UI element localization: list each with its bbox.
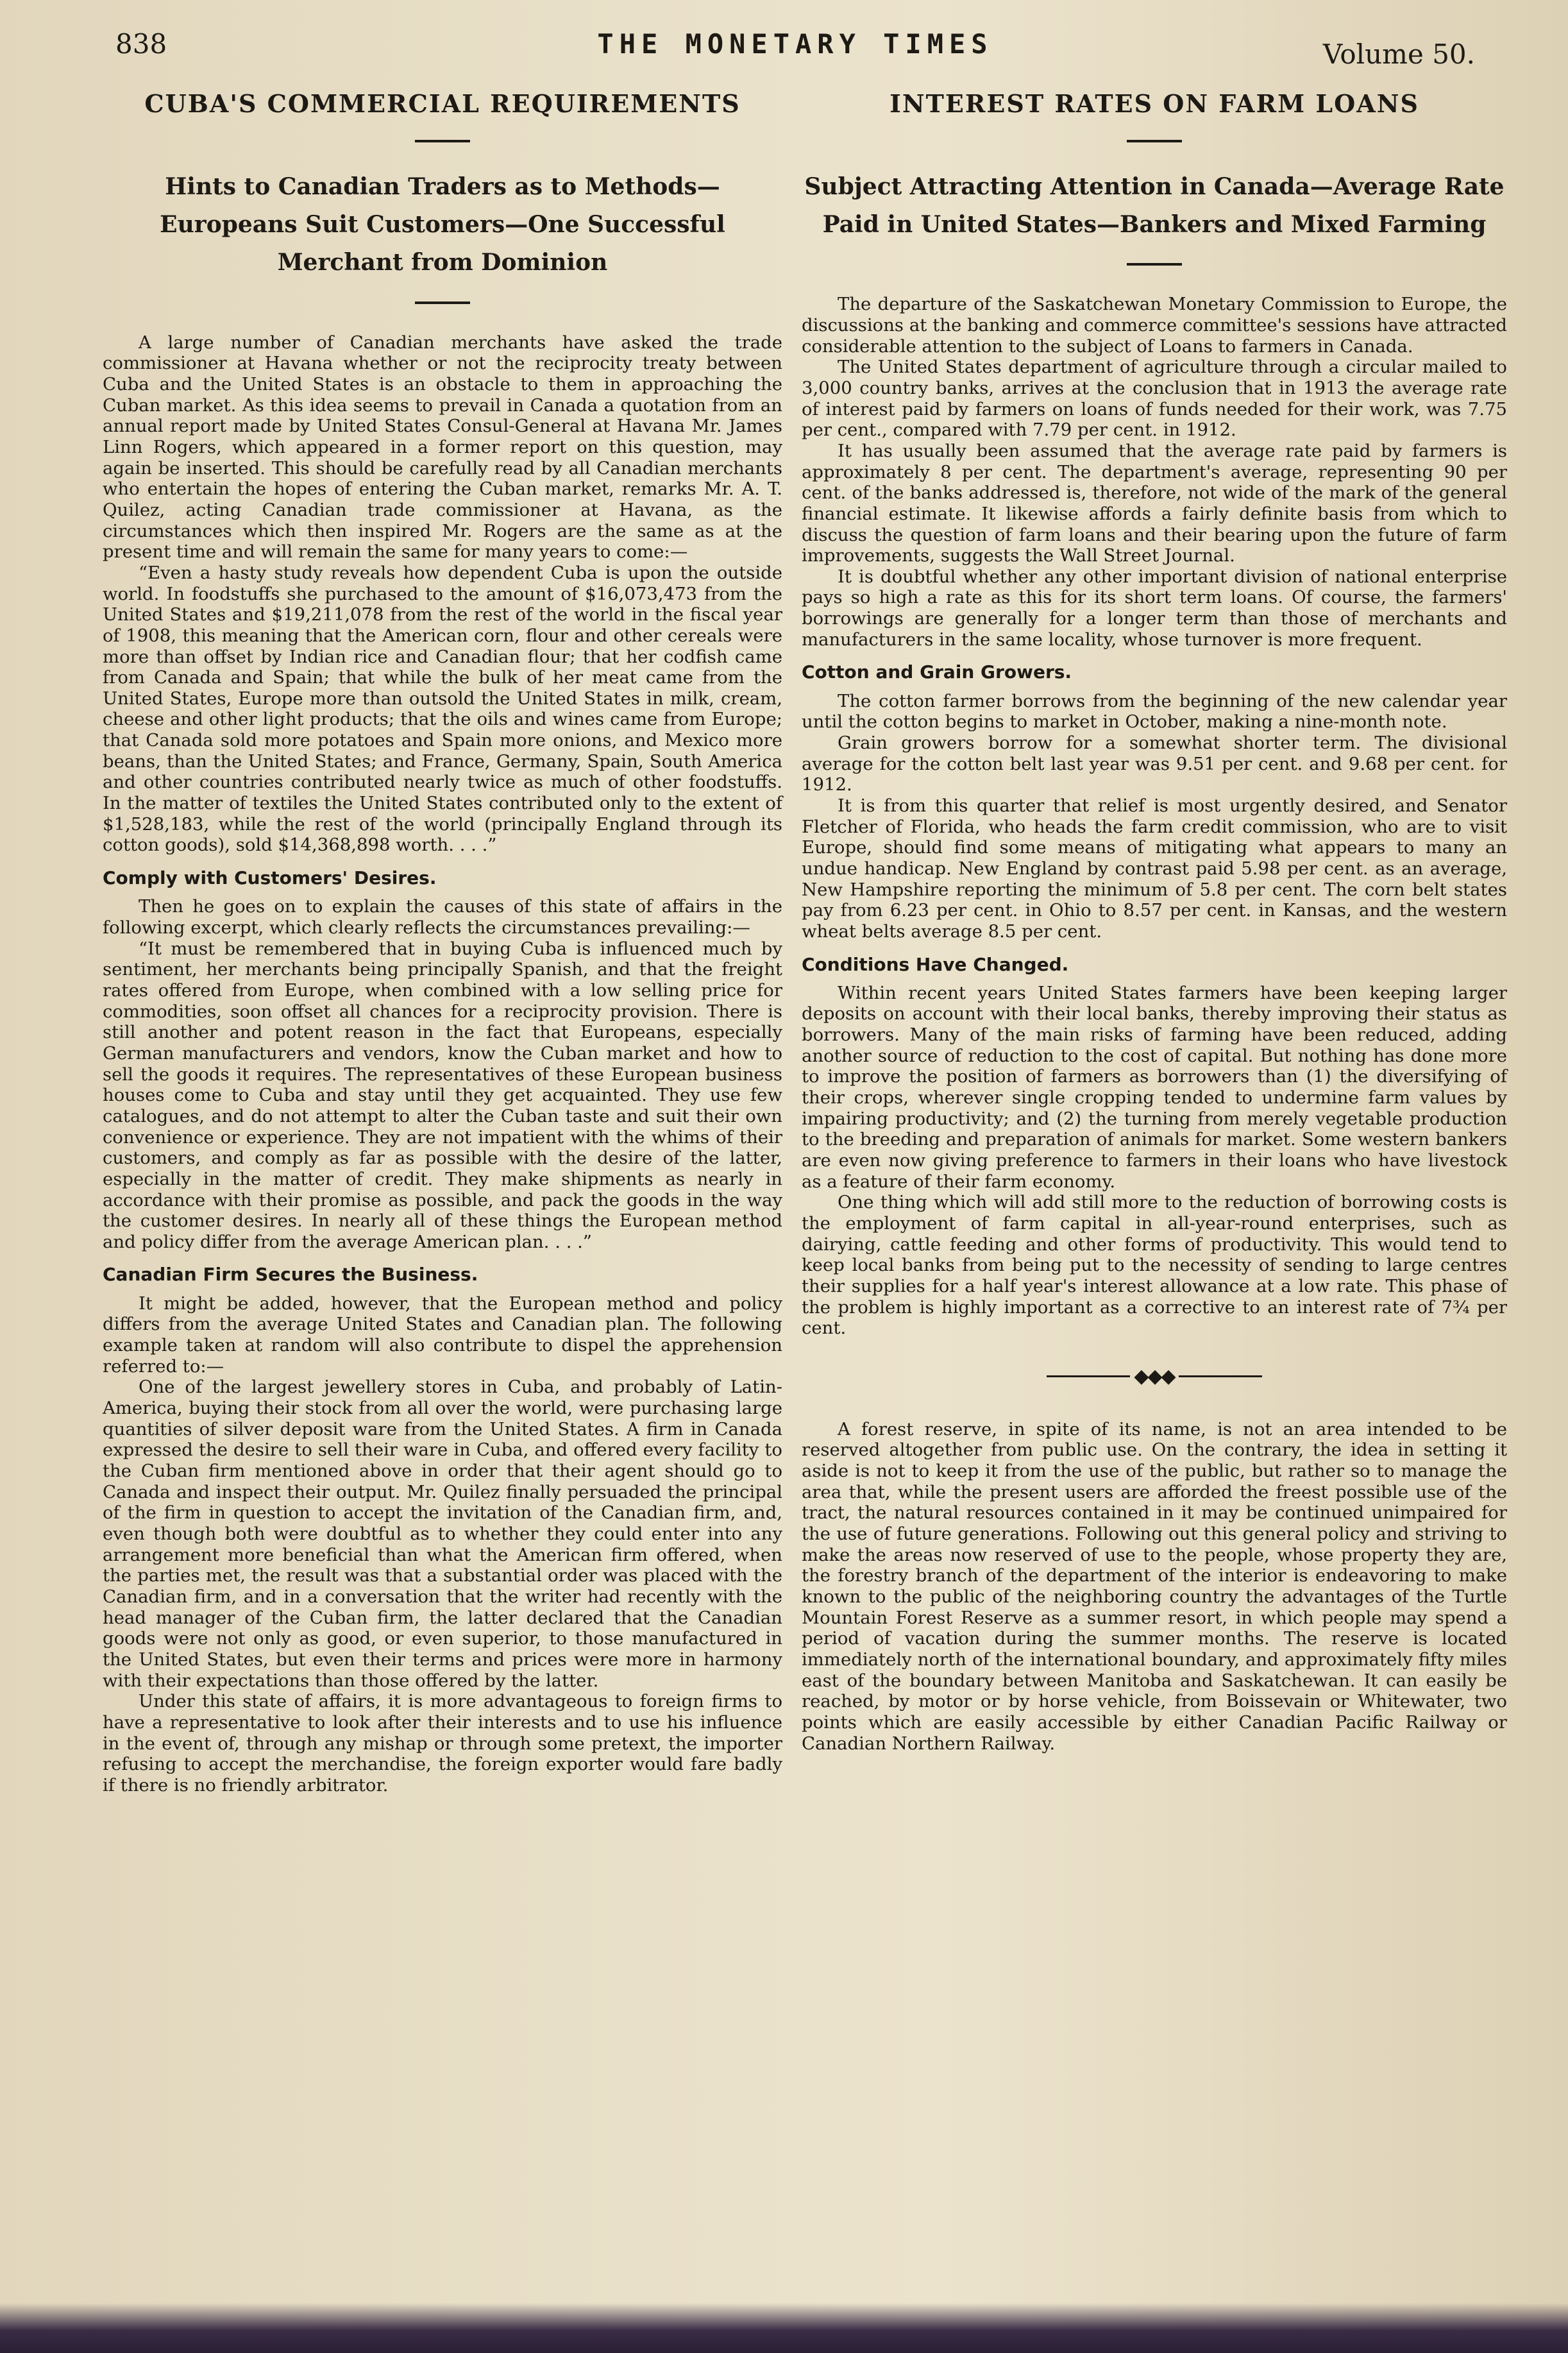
article-deck: Subject Attracting Attention in Canada—Average Rate Paid in United States—Bankers and Mixed Farming bbox=[804, 173, 1505, 238]
scan-edge-shadow bbox=[0, 2303, 1568, 2353]
body-paragraph: Within recent years United States farmers have been keeping larger deposits on account with their local banks, thereby improving their status as borrowers. Many of the main risks of farming have been reduced, adding another source of reduction to the cost of capital. But nothing has done more to improve the position of farmers as borrowers than (1) the diversifying of their crops, wherever single cropping tended to undermine farm values by impairing productivity; and (2) the turning from merely vegetable production to the breeding and preparation of animals for market. Some western bankers are even now giving preference to farmers in their loans who have livestock as a feature of their farm economy. bbox=[802, 982, 1507, 1192]
journal-title: THE MONETARY TIMES bbox=[597, 28, 993, 60]
article-body bbox=[802, 294, 1507, 1754]
body-paragraph: Then he goes on to explain the causes of this state of affairs in the following excerpt, which clearly reflects the circumstances prevailing:— bbox=[103, 896, 782, 938]
body-paragraph: It might be added, however, that the European method and policy differs from the average United States and Canadian plan. The following example taken at random will also contribute to dispel the apprehension referred to:— bbox=[103, 1293, 782, 1377]
section-subhead: Comply with Customers' Desires. bbox=[103, 867, 437, 889]
body-paragraph: It is doubtful whether any other important division of national enterprise pays so high a rate as this for its short term loans. Of course, the farmers' borrowings are generally for a longer term than those of merchants and manufacturers in the same locality, whose turnover is more frequent. bbox=[802, 566, 1507, 650]
body-paragraph: The cotton farmer borrows from the beginning of the new calendar year until the cotton begins to market in October, making a nine-month note. bbox=[802, 690, 1507, 733]
body-paragraph: One of the largest jewellery stores in Cuba, and probably of Latin-America, buying their stock from all over the world, were purchasing large quantities of silver deposit ware from the United States. A firm in Canada expressed the desire to sell their ware in Cuba, and offered every facility to the Cuban firm mentioned above in order that their agent should go to Canada and inspect their output. Mr. Quilez finally persuaded the principal of the firm in question to accept the invitation of the Canadian firm, and, even though both were doubtful as to whether they could enter into any arrangement more beneficial than what the American firm offered, when the parties met, the result was that a substantial order was placed with the Canadian firm, and in a conversation that the writer had recently with the head manager of the Cuban firm, the latter declared that the Canadian goods were not only as good, or even superior, to those manufactured in the United States, but even their terms and prices were more in harmony with their expectations than those offered by the latter. bbox=[103, 1377, 782, 1691]
body-paragraph: “It must be remembered that in buying Cuba is influenced much by sentiment, her merchants being principally Spanish, and that the freight rates offered from Europe, when combined with a low selling price for commodities, soon offset all chances for a reciprocity provision. There is still another and potent reason in the fact that Europeans, especially German manufacturers and vendors, know the Cuban market and how to sell the goods it requires. The representatives of these European business houses come to Cuba and stay until they get acquainted. They use few catalogues, and do not attempt to alter the Cuban taste and suit their own convenience or experience. They are not impatient with the whims of their customers, and comply as far as possible with the desire of the latter, especially in the matter of credit. They make shipments as nearly in accordance with their promise as possible, and pack the goods in the way the customer desires. In nearly all of these things the European method and policy differ from the average American plan. . . .” bbox=[103, 938, 782, 1252]
running-head bbox=[115, 28, 1475, 73]
body-paragraph: A forest reserve, in spite of its name, is not an area intended to be reserved altogether from public use. On the contrary, the idea in setting it aside is not to keep it from the use of the public, but rather so to manage the area that, while the present users are afforded the freest possible use of the tract, the natural resources contained in it may be continued unimpaired for the use of future generations. Following out this general policy and striving to make the areas now reserved of use to the people, whose property they are, the forestry branch of the department of the interior is endeavoring to make known to the public of the neighboring country the advantages of the Turtle Mountain Forest Reserve as a summer resort, in which people may spend a period of vacation during the summer months. The reserve is located immediately north of the international boundary, and approximately fifty miles east of the boundary between Manitoba and Saskatchewan. It can easily be reached, by motor or by horse vehicle, from Boissevain or Whitewater, two points which are easily accessible by either Canadian Pacific Railway or Canadian Northern Railway. bbox=[802, 1418, 1507, 1754]
volume-label: Volume 50. bbox=[1322, 38, 1475, 70]
section-subhead: Conditions Have Changed. bbox=[802, 953, 1069, 975]
body-paragraph: It is from this quarter that relief is most urgently desired, and Senator Fletcher of Florida, who heads the farm credit commission, who are to visit Europe, should find some means of mitigating what appears to many an undue handicap. New England by contrast paid 5.98 per cent. as an average, New Hampshire reporting the minimum of 5.8 per cent. The corn belt states pay from 6.23 per cent. in Ohio to 8.57 per cent. in Kansas, and the western wheat belts average 8.5 per cent. bbox=[802, 795, 1507, 942]
divider-rule bbox=[415, 302, 470, 304]
article-body bbox=[103, 332, 782, 1796]
body-paragraph: Grain growers borrow for a somewhat shorter term. The divisional average for the cotton belt last year was 9.51 per cent. and 9.68 per cent. for 1912. bbox=[802, 733, 1507, 795]
divider-rule bbox=[1127, 263, 1182, 266]
divider-rule bbox=[1127, 140, 1182, 142]
article-deck: Hints to Canadian Traders as to Methods—Europeans Suit Customers—One Successful Merchant from Dominion bbox=[160, 173, 725, 276]
article-headline: CUBA'S COMMERCIAL REQUIREMENTS bbox=[144, 89, 741, 118]
body-paragraph: A large number of Canadian merchants have asked the trade commissioner at Havana whether or not the reciprocity treaty between Cuba and the United States is an obstacle to them in approaching the Cuban market. As this idea seems to prevail in Canada a quotation from an annual report made by United States Consul-General at Havana Mr. James Linn Rogers, which appeared in a former report on this question, may again be inserted. This should be carefully read by all Canadian merchants who entertain the hopes of entering the Cuban market, remarks Mr. A. T. Quilez, acting Canadian trade commissioner at Havana, as the circumstances which then inspired Mr. Rogers are the same as at the present time and will remain the same for many years to come:— bbox=[103, 332, 782, 563]
body-paragraph: The departure of the Saskatchewan Monetary Commission to Europe, the discussions at the banking and commerce committee's sessions have attracted considerable attention to the subject of Loans to farmers in Canada. bbox=[802, 294, 1507, 357]
ornament-divider: ◆◆◆ bbox=[802, 1364, 1507, 1388]
body-paragraph: “Even a hasty study reveals how dependent Cuba is upon the outside world. In foodstuffs she purchased to the amount of $16,073,473 from the United States and $19,211,078 from the rest of the world in the fiscal year of 1908, this meaning that the American corn, flour and other cereals were more than offset by Indian rice and Canadian flour; that her codfish came from Canada and Spain; that while the bulk of her meat came from the United States, Europe more than outsold the United States in milk, cream, cheese and other light products; that the oils and wines came from Europe; that Canada sold more potatoes and Spain more onions, and Mexico more beans, than the United States; and France, Germany, Spain, South America and other countries contributed nearly twice as much of other foodstuffs. In the matter of textiles the United States contributed only to the extent of $1,528,183, while the rest of the world (principally England through its cotton goods), sold $14,368,898 worth. . . .” bbox=[103, 562, 782, 856]
body-paragraph: Under this state of affairs, it is more advantageous to foreign firms to have a representative to look after their interests and to use his influence in the event of, through any mishap or through some pretext, the importer refusing to accept the merchandise, the foreign exporter would fare badly if there is no friendly arbitrator. bbox=[103, 1691, 782, 1796]
article-cuba bbox=[103, 83, 782, 1796]
section-subhead: Canadian Firm Secures the Business. bbox=[103, 1264, 478, 1286]
body-paragraph: The United States department of agriculture through a circular mailed to 3,000 country banks, arrives at the conclusion that in 1913 the average rate of interest paid by farmers on loans of funds needed for their work, was 7.75 per cent., compared with 7.79 per cent. in 1912. bbox=[802, 357, 1507, 441]
body-paragraph: One thing which will add still more to the reduction of borrowing costs is the employment of farm capital in all-year-round enterprises, such as dairying, cattle feeding and other forms of productivity. This would tend to keep local banks from being put to the necessity of sending to large centres their supplies for a half year's interest allowance at a low rate. This phase of the problem is highly important as a corrective to an interest rate of 7¾ per cent. bbox=[802, 1192, 1507, 1339]
divider-rule bbox=[415, 140, 470, 142]
section-subhead: Cotton and Grain Growers. bbox=[802, 661, 1072, 683]
body-paragraph: It has usually been assumed that the average rate paid by farmers is approximately 8 per cent. The department's average, representing 90 per cent. of the banks addressed is, therefore, not wide of the mark of the general financial estimate. It likewise affords a fairly definite basis from which to discuss the question of farm loans and their bearing upon the future of farm improvements, suggests the Wall Street Journal. bbox=[802, 440, 1507, 566]
page-number: 838 bbox=[115, 28, 167, 60]
article-headline: INTEREST RATES ON FARM LOANS bbox=[889, 89, 1419, 118]
article-farm-loans bbox=[802, 83, 1507, 1754]
